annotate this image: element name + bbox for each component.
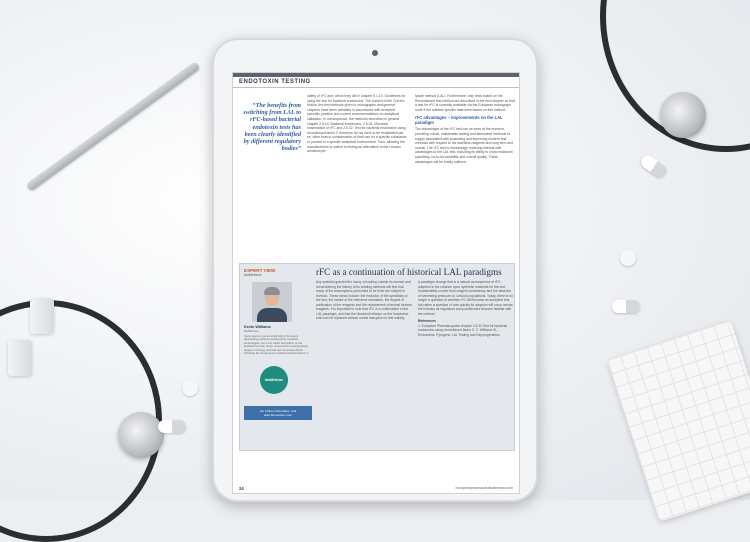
- subheading: rFC advantages – improvements on the LAL paradigm: [415, 115, 503, 126]
- pill: [612, 300, 640, 313]
- article-upper: [233, 88, 519, 256]
- vial: [8, 340, 32, 376]
- tablet: [212, 38, 538, 502]
- expert-view-label: EXPERT VIEW: [244, 268, 276, 273]
- author-name: Kevin Williams: [244, 324, 271, 329]
- pill: [182, 380, 198, 396]
- expert-title: rFC as a continuation of historical LAL paradigms: [316, 267, 502, 277]
- article-column-2-text-b: The advantages of the rFC test can be seen at the moment, providing robust, sustainable testing and alternative methods to supply associated with sustaining and improving modern test methods with respect to the stainless reagents and long term and overall. The rFC test is increasingly receiving interest with advantages to the LAL test, including its ability to show endotoxin specificity, lot-to-lot variability and overall quality. These advantages will be briefly outlined.: [415, 127, 514, 164]
- pill: [158, 420, 186, 433]
- references-list: 1. European Pharmacopoeia chapter 2.6.32 Test for bacterial endotoxins using recombinant factor C. 2. Williams KL, Endotoxins: Pyrogens, LAL Testing and Depyrogenation.: [418, 323, 508, 337]
- author-role: bioMérieux: [244, 328, 259, 333]
- article-column-2-text: lysate method (LAL). Furthermore, only tests based on the Recombinant test method are described in the new chapter so that a test for rFC is currently available via the European monograph route if the suitable specific data were based on this method.: [415, 94, 515, 112]
- author-photo: [252, 282, 292, 322]
- references-title: References: [418, 319, 436, 323]
- stethoscope-head-right: [660, 92, 706, 138]
- article-column-2: [415, 94, 515, 164]
- page-number: 24: [239, 485, 244, 491]
- camera-dot: [372, 50, 378, 56]
- tablet-screen: [232, 72, 520, 494]
- page-footer: [233, 483, 519, 493]
- footer-site[interactable]: europeanpharmaceuticalreview.com: [455, 486, 513, 490]
- stethoscope-head-left: [118, 412, 164, 458]
- article-column-1: safety of rFC and, which they did in chapter 5.1.10. Guidelines for using the test for bacterial endotoxins. The context of the Current Notice, the test methods given in monographs and general chapters have been validated in accordance with accepted scientific practice and current recommendations on analytical validation. In consequence, the methods described in general chapter 2.6.14. Bacterial endotoxins, 2.6.32. Microbial examination of rFC and 2.6.32. Test for bacterial endotoxins using recombinant factor C therefore do not have to be revalidated per se, other than in consideration of their use for a specific substance or product in a specific analytical environment. Thus, allowing the manufacturers to switch to testing an alternative to the Limulus amoebocyte: [307, 94, 407, 154]
- author-bio: Kevin spent on years at Eli Lilly & Company developing endotoxin testing and innovative technologies. He is the editor and author of the Endotoxins book. Kevin received his undergraduate degree in biology, and has led numerous efforts including the development of Recombinant Factor C.: [244, 333, 310, 356]
- expert-company: bioMérieux: [244, 273, 262, 277]
- vial: [30, 298, 54, 334]
- section-label: ENDOTOXIN TESTING: [233, 77, 519, 88]
- pill: [620, 250, 636, 266]
- company-logo: bioMérieux: [260, 366, 288, 394]
- expert-column-1: Any scientist granted the luxury of looking outside its domain and reconsidering the history of its existing methods will find that many of the assumptions presumed to be fixed are subject to revision. These areas include: the evolution of the specificity of the test, the nature of the reference standards, the degree of purification of the reagents and the replacement of animal derived reagents. It is important to note that rFC is a continuation of the LAL paradigm, and that the historical reliance on the horseshoe crab can be replaced without undue disruption to test validity.: [316, 280, 412, 320]
- expert-view-box: [239, 263, 515, 451]
- pull-quote: “The benefits from switching from LAL to rFC-based bacterial endotoxin tests has been clearly identified by different regulatory bodies”: [243, 102, 301, 153]
- expert-column-2: [418, 280, 514, 337]
- info-link[interactable]: For further information, visit www.biomerieux.com: [244, 406, 312, 420]
- expert-column-2-text: A paradigm change that is a natural consequence of rFC adoption is the reliance upon synthetic materials for the test. Sustainability comes from reagent consistency and the absence of harvesting pressure on Limulus populations. Today, there is no longer a question of whether rFC will become an accepted test, but rather a question of how quickly its adoption will occur across the industry as regulators and practitioners become familiar with the method.: [418, 280, 513, 316]
- expert-sidebar: [244, 268, 310, 420]
